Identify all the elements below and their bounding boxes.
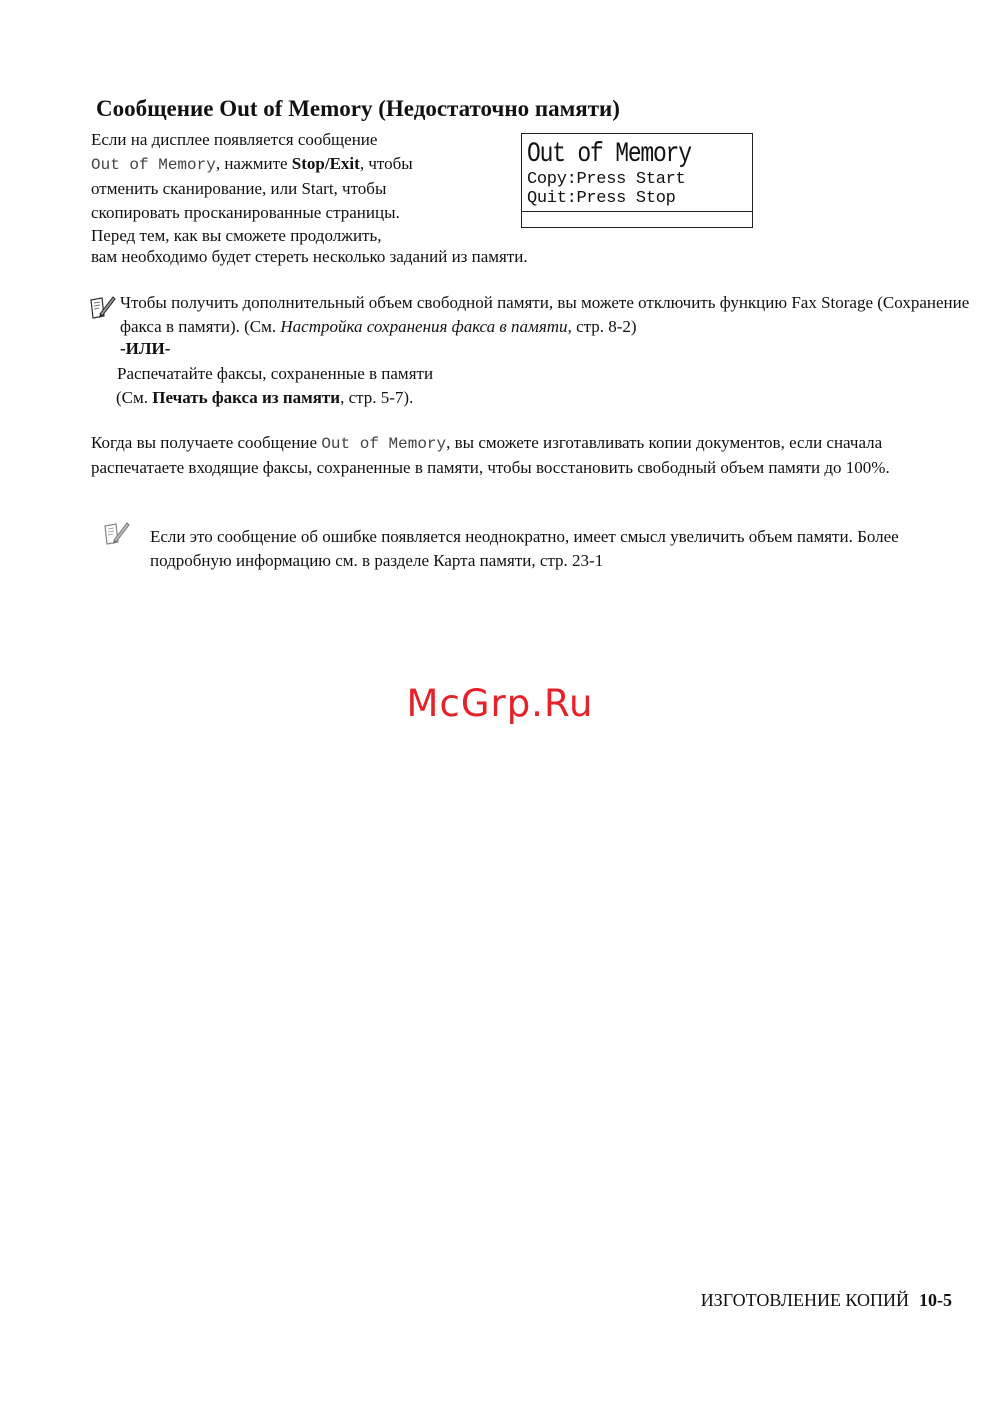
intro-line-5: Перед тем, как вы сможете продолжить, <box>91 226 382 245</box>
intro-line-4: скопировать просканированные страницы. <box>91 202 400 222</box>
footer-page-number: 10-5 <box>919 1290 952 1310</box>
watermark: McGrp.Ru <box>406 682 594 725</box>
stop-exit-key: Stop/Exit <box>291 153 360 173</box>
para-text: Когда вы получаете сообщение <box>91 433 322 452</box>
intro-paragraph <box>91 128 531 248</box>
lcd-line-2: Copy:Press Start <box>527 170 686 189</box>
note-text: , стр. 8-2) <box>567 317 637 336</box>
intro-line-6: вам необходимо будет стереть несколько заданий из памяти. <box>91 247 528 266</box>
lcd-bottom-line <box>522 211 752 212</box>
intro-text: , чтобы <box>359 153 413 173</box>
intro-line-3: отменить сканирование, или Start, чтобы <box>91 179 387 198</box>
note-ref-italic: Настройка сохранения факса в памяти <box>280 317 568 336</box>
memory-paragraph <box>91 431 971 480</box>
see-text: , стр. 5-7). <box>340 388 414 407</box>
lcd-line-3: Quit:Press Stop <box>527 189 676 208</box>
note-memory-expansion: Если это сообщение об ошибке появляется неоднократно, имеет смысл увеличить объем памяти. Более подробную информацию см. в разделе Карта памяти, стр. 23-1 <box>150 527 899 570</box>
intro-text: , нажмите <box>215 153 292 173</box>
note-pencil-icon <box>102 520 130 546</box>
inline-code-out-of-memory: Out of Memory <box>91 155 216 174</box>
page-footer <box>701 1290 952 1311</box>
page-title: Сообщение Out of Memory (Недостаточно памяти) <box>96 96 620 121</box>
or-separator: -ИЛИ- <box>120 339 171 358</box>
lcd-display <box>521 133 753 228</box>
footer-section: ИЗГОТОВЛЕНИЕ КОПИЙ <box>700 1290 909 1310</box>
lcd-line-1: Out of Memory <box>527 138 691 170</box>
inline-code-out-of-memory: Out of Memory <box>321 435 447 453</box>
note-text: Чтобы получить дополнительный объем свободной памяти, вы можете отключить функцию Fax Storage (Сохранение факса в памяти). (См. <box>120 293 970 336</box>
see-text: (См. <box>116 388 153 407</box>
para-text: , вы сможете изготавливать копии документов, если сначала распечатаете входящие факсы, сохраненные в памяти, чтобы восстановить свободный объем памяти до 100%. <box>91 433 890 477</box>
note-print-faxes <box>116 362 433 410</box>
print-faxes-line: Распечатайте факсы, сохраненные в памяти <box>117 364 434 383</box>
see-bold-ref: Печать факса из памяти <box>152 388 341 407</box>
note-fax-storage <box>120 291 970 339</box>
see-reference <box>116 386 433 410</box>
intro-line-1: Если на дисплее появляется сообщение <box>91 130 378 149</box>
note-pencil-icon <box>88 294 116 320</box>
intro-line-2 <box>91 152 531 178</box>
